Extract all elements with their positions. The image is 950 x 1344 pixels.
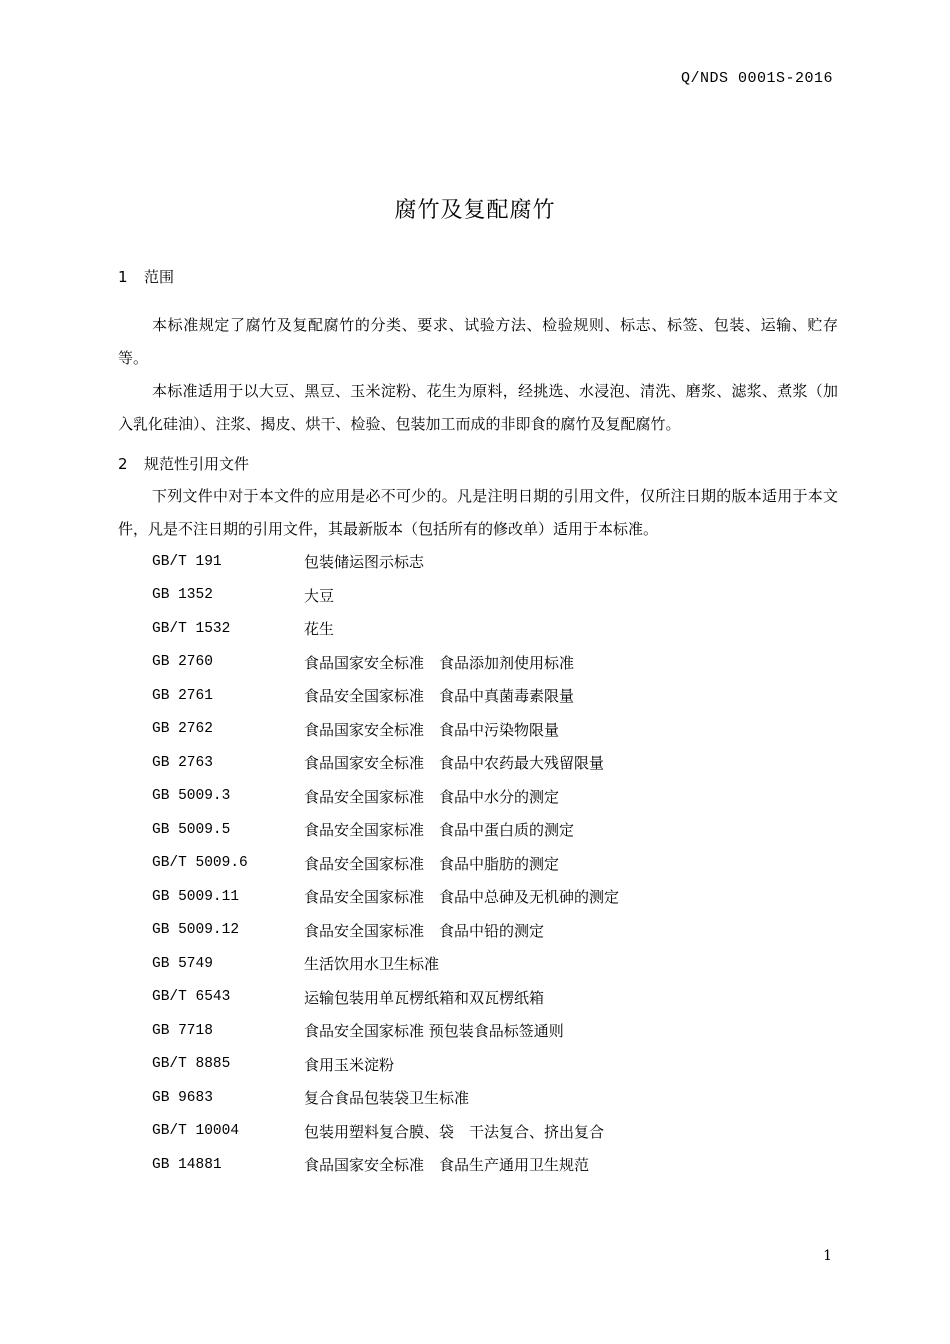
reference-code: GB/T 8885 xyxy=(152,1056,231,1073)
reference-item xyxy=(152,545,852,579)
reference-name: 食品国家安全标准 食品添加剂使用标准 xyxy=(304,653,575,672)
reference-item xyxy=(152,679,852,713)
reference-name: 食品安全国家标准 食品中脂肪的测定 xyxy=(304,854,560,873)
section-title: 规范性引用文件 xyxy=(144,455,250,473)
section-title: 范围 xyxy=(144,268,175,286)
scope-paragraph-2: 本标准适用于以大豆、黑豆、玉米淀粉、花生为原料，经挑选、水浸泡、清洗、磨浆、滤浆、煮浆（加入乳化硅油）、注浆、揭皮、烘干、检验、包装加工而成的非即食的腐竹及复配腐竹。 xyxy=(118,382,838,433)
reference-item xyxy=(152,880,852,914)
reference-item xyxy=(152,1081,852,1115)
reference-code: GB 5009.5 xyxy=(152,821,231,838)
reference-item xyxy=(152,780,852,814)
reference-item xyxy=(152,746,852,780)
reference-name: 生活饮用水卫生标准 xyxy=(304,955,440,974)
reference-name: 食品安全国家标准 食品中真菌毒素限量 xyxy=(304,687,575,706)
reference-code: GB/T 10004 xyxy=(152,1123,240,1140)
section-heading-normative-references xyxy=(118,453,249,474)
reference-code: GB 1352 xyxy=(152,587,213,604)
reference-item xyxy=(152,713,852,747)
reference-name: 食品国家安全标准 食品中污染物限量 xyxy=(304,720,560,739)
reference-item xyxy=(152,813,852,847)
reference-item xyxy=(152,1014,852,1048)
reference-name: 食品国家安全标准 食品中农药最大残留限量 xyxy=(304,754,605,773)
reference-name: 花生 xyxy=(304,620,335,639)
reference-name: 食品安全国家标准 食品中蛋白质的测定 xyxy=(304,821,575,840)
reference-name: 大豆 xyxy=(304,586,335,605)
reference-code: GB 2760 xyxy=(152,654,213,671)
reference-name: 包装储运图示标志 xyxy=(304,553,425,572)
standard-code: Q/NDS 0001S-2016 xyxy=(680,70,833,87)
section-number: 1 xyxy=(118,268,128,286)
references-paragraph: 下列文件中对于本文件的应用是必不可少的。凡是注明日期的引用文件，仅所注日期的版本适用于本文件，凡是不注日期的引用文件，其最新版本（包括所有的修改单）适用于本标准。 xyxy=(118,487,838,538)
reference-code: GB/T 1532 xyxy=(152,620,231,637)
reference-item xyxy=(152,1148,852,1182)
reference-code: GB/T 6543 xyxy=(152,989,231,1006)
scope-paragraph-1: 本标准规定了腐竹及复配腐竹的分类、要求、试验方法、检验规则、标志、标签、包装、运输、贮存等。 xyxy=(118,316,838,367)
reference-item xyxy=(152,612,852,646)
reference-name: 食品安全国家标准 食品中铅的测定 xyxy=(304,921,545,940)
page-number: 1 xyxy=(823,1248,832,1264)
reference-code: GB 9683 xyxy=(152,1089,213,1106)
reference-item xyxy=(152,646,852,680)
document-title: 腐竹及复配腐竹 xyxy=(394,197,556,223)
section-number: 2 xyxy=(118,455,128,473)
reference-name: 包装用塑料复合膜、袋 干法复合、挤出复合 xyxy=(304,1122,605,1141)
reference-name: 复合食品包装袋卫生标准 xyxy=(304,1089,470,1108)
reference-item xyxy=(152,579,852,613)
reference-code: GB 2761 xyxy=(152,687,213,704)
reference-code: GB 7718 xyxy=(152,1022,213,1039)
reference-item xyxy=(152,847,852,881)
reference-item xyxy=(152,981,852,1015)
reference-list xyxy=(152,545,852,1182)
reference-name: 食品安全国家标准 食品中总砷及无机砷的测定 xyxy=(304,888,620,907)
reference-item xyxy=(152,1048,852,1082)
reference-code: GB 14881 xyxy=(152,1156,222,1173)
section-heading-scope xyxy=(118,266,174,287)
reference-item xyxy=(152,914,852,948)
reference-code: GB 5009.11 xyxy=(152,888,240,905)
reference-code: GB 5009.12 xyxy=(152,922,240,939)
reference-name: 运输包装用单瓦楞纸箱和双瓦楞纸箱 xyxy=(304,988,545,1007)
reference-name: 食品安全国家标准 食品中水分的测定 xyxy=(304,787,560,806)
reference-item xyxy=(152,947,852,981)
reference-code: GB 5749 xyxy=(152,955,213,972)
reference-name: 食品安全国家标准 预包装食品标签通则 xyxy=(304,1022,564,1041)
reference-name: 食用玉米淀粉 xyxy=(304,1055,395,1074)
reference-code: GB 2762 xyxy=(152,721,213,738)
reference-code: GB/T 5009.6 xyxy=(152,855,248,872)
reference-code: GB 5009.3 xyxy=(152,788,231,805)
reference-item xyxy=(152,1115,852,1149)
reference-code: GB 2763 xyxy=(152,754,213,771)
reference-code: GB/T 191 xyxy=(152,553,222,570)
reference-name: 食品国家安全标准 食品生产通用卫生规范 xyxy=(304,1156,590,1175)
